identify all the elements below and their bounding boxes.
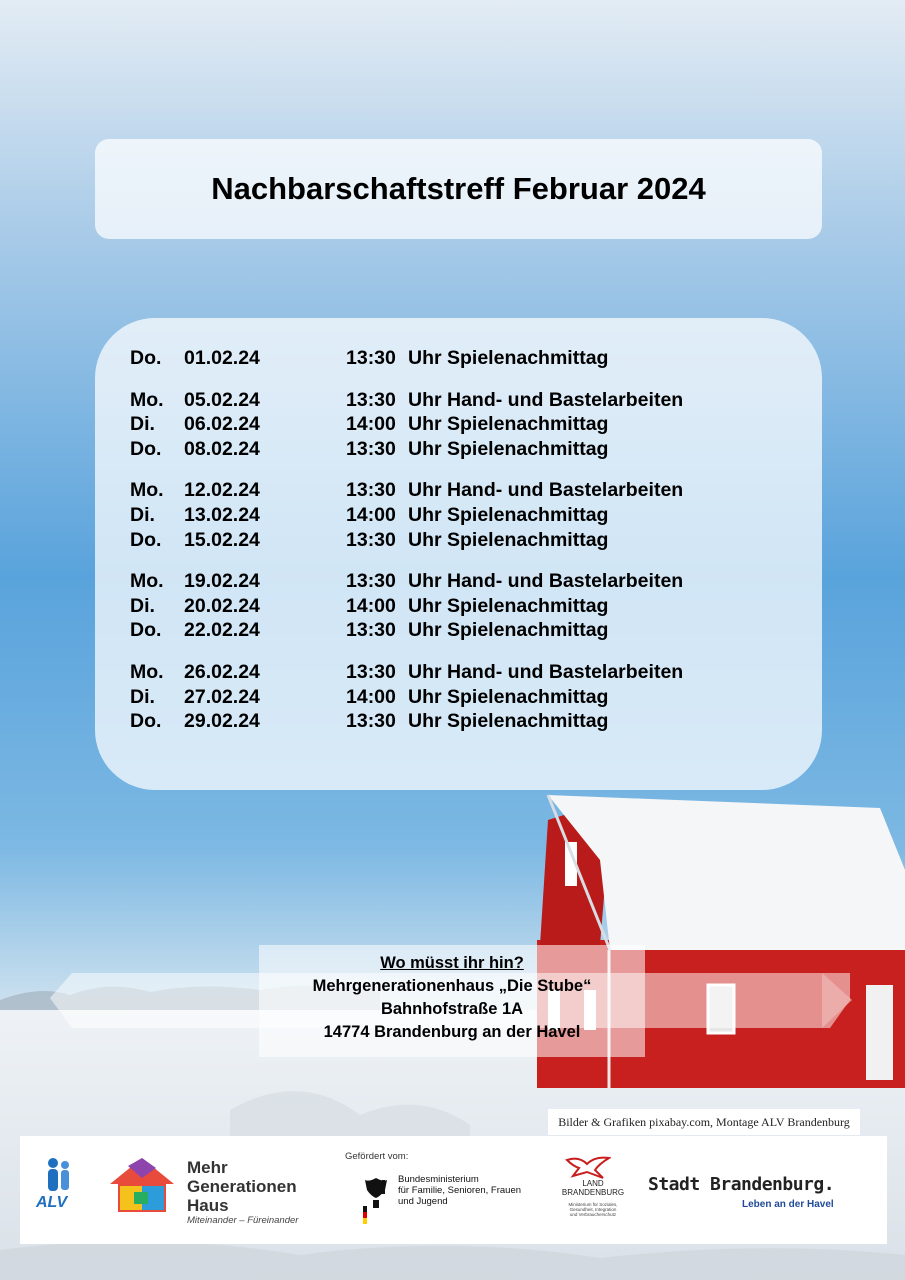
bmfsfj-logo-text [398,1174,521,1207]
schedule-row [130,661,822,686]
schedule-time: 13:30 [346,437,396,460]
schedule-time: 13:30 [346,619,396,642]
mgh-line2: Generationen [187,1177,297,1196]
schedule-time: 13:30 [346,660,396,683]
schedule-day: Di. [130,503,155,526]
schedule-week [130,479,822,553]
schedule-event: Uhr Hand- und Bastelarbeiten [408,479,684,502]
stadt-slogan: Leben an der Havel [742,1199,834,1210]
schedule-day: Mo. [130,388,164,411]
schedule-event: Uhr Spielenachmittag [408,503,609,526]
location-name: Mehrgenerationenhaus „Die Stube“ [312,977,592,995]
schedule-event: Uhr Hand- und Bastelarbeiten [408,388,684,411]
alv-logo-text: ALV [36,1194,68,1211]
schedule-event: Uhr Spielenachmittag [408,437,609,460]
land-line1: LAND [582,1179,604,1188]
schedule-row [130,619,822,644]
schedule-time: 14:00 [346,594,396,617]
schedule-day: Di. [130,594,155,617]
schedule-date: 29.02.24 [184,710,260,733]
house-puzzle-icon [108,1156,176,1214]
ministry-text [548,1202,638,1217]
schedule-date: 22.02.24 [184,619,260,642]
schedule-day: Mo. [130,570,164,593]
bmfsfj-line3: und Jugend [398,1196,448,1207]
schedule-date: 20.02.24 [184,594,260,617]
federal-eagle-icon [363,1176,389,1226]
schedule-date: 12.02.24 [184,479,260,502]
ministry-line1: Ministerium für Soziales, [568,1202,618,1207]
location-box [259,945,645,1057]
schedule-day: Do. [130,347,162,369]
schedule-time: 13:30 [346,710,396,733]
schedule-date: 05.02.24 [184,388,260,411]
location-city: 14774 Brandenburg an der Havel [323,1023,581,1041]
land-line2: BRANDENBURG [561,1188,625,1197]
schedule-row [130,504,822,529]
logo-bar [20,1136,887,1244]
bmfsfj-line2: für Familie, Senioren, Frauen [398,1185,522,1196]
schedule-day: Mo. [130,660,164,683]
schedule-day: Do. [130,619,162,642]
schedule-row [130,389,822,414]
schedule-day: Mo. [130,479,164,502]
schedule-row [130,595,822,620]
schedule-time: 13:30 [346,570,396,593]
schedule-time: 13:30 [346,528,396,551]
land-brandenburg-text [548,1179,638,1197]
schedule-row [130,479,822,504]
brandenburg-eagle-icon [565,1154,611,1180]
schedule-date: 19.02.24 [184,570,260,593]
schedule-event: Uhr Spielenachmittag [408,528,609,551]
ministry-line2: Gesundheit, Integration [569,1207,617,1212]
funded-by-label: Gefördert vom: [345,1151,409,1162]
mgh-logo-text [187,1158,297,1215]
schedule-event: Uhr Spielenachmittag [408,413,609,436]
schedule-time: 13:30 [346,388,396,411]
schedule-day: Do. [130,710,162,733]
schedule-time: 13:30 [346,479,396,502]
schedule-time: 14:00 [346,503,396,526]
schedule-date: 13.02.24 [184,503,260,526]
ministry-line3: und Verbraucherschutz [569,1212,617,1217]
schedule-week [130,347,822,372]
schedule-date: 27.02.24 [184,685,260,708]
schedule-date: 06.02.24 [184,413,260,436]
alv-logo-icon [35,1156,85,1196]
schedule-week [130,570,822,644]
location-street: Bahnhofstraße 1A [380,1000,524,1018]
schedule-row [130,347,822,372]
mgh-line1: Mehr [187,1158,228,1177]
schedule-row [130,570,822,595]
schedule-event: Uhr Hand- und Bastelarbeiten [408,660,684,683]
mgh-line3: Haus [187,1196,229,1215]
schedule-day: Do. [130,528,162,551]
schedule-row [130,529,822,554]
schedule-date: 01.02.24 [184,347,260,369]
schedule-day: Di. [130,685,155,708]
schedule-event: Uhr Spielenachmittag [408,710,609,733]
schedule-day: Do. [130,437,162,460]
schedule-time: 14:00 [346,685,396,708]
schedule-date: 08.02.24 [184,437,260,460]
schedule-event: Uhr Spielenachmittag [408,619,609,642]
schedule-row [130,686,822,711]
schedule-week [130,661,822,735]
mgh-slogan: Miteinander – Füreinander [187,1215,299,1226]
schedule-time: 14:00 [346,413,396,436]
page-title: Nachbarschaftstreff Februar 2024 [211,171,706,206]
schedule-event: Uhr Hand- und Bastelarbeiten [408,570,684,593]
schedule-time: 13:30 [346,347,396,369]
bmfsfj-line1: Bundesministerium [398,1174,479,1185]
schedule-event: Uhr Spielenachmittag [408,685,609,708]
location-question: Wo müsst ihr hin? [380,954,524,972]
schedule-week [130,389,822,463]
schedule-row [130,710,822,735]
schedule-row [130,413,822,438]
schedule-box [95,318,822,790]
title-box [95,139,822,239]
schedule-event: Uhr Spielenachmittag [408,347,609,369]
schedule-day: Di. [130,413,155,436]
schedule-event: Uhr Spielenachmittag [408,594,609,617]
schedule-date: 26.02.24 [184,660,260,683]
image-credit: Bilder & Grafiken pixabay.com, Montage ALV Brandenburg [548,1109,860,1135]
schedule-date: 15.02.24 [184,528,260,551]
stadt-brandenburg-logo: Stadt Brandenburg. [648,1174,835,1195]
schedule-row [130,438,822,463]
